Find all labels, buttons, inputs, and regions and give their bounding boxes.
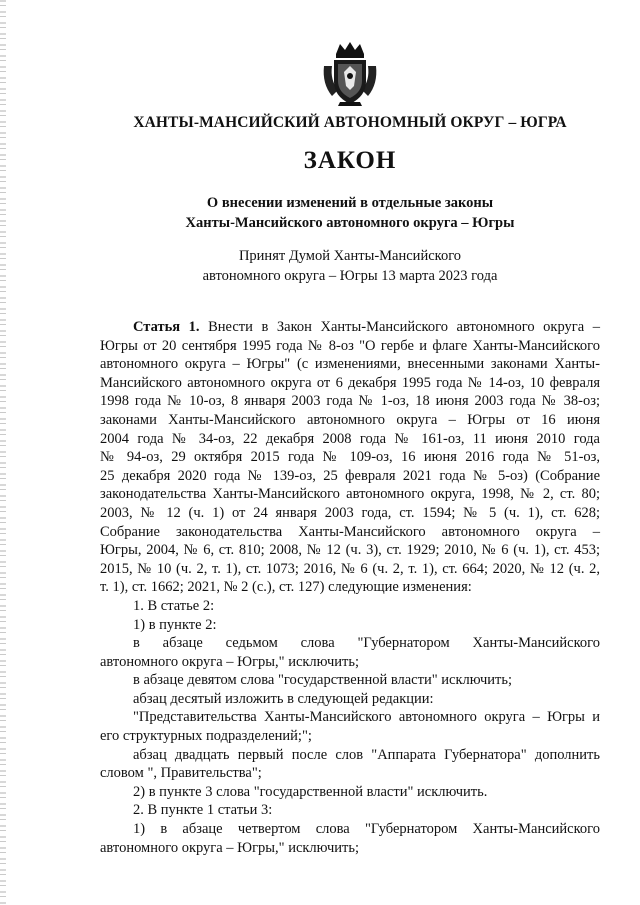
list-item: его структурных подразделений;"; <box>100 728 312 745</box>
article-1-line: 25 декабря 2020 года № 139-оз, 25 февраля 2021 года № 5-оз) (Собрание <box>100 467 600 484</box>
article-1-line: Статья 1. Внести в Закон Ханты-Мансийского автономного округа – <box>133 319 600 335</box>
list-item: 1. В статье 2: <box>133 597 215 614</box>
article-1-line: Мансийского автономного округа от 6 декабря 1995 года № 14-оз, 10 февраля <box>100 374 600 391</box>
article-1-line: 2003, № 12 (ч. 1) от 24 января 2003 года, ст. 1594; № 5 (ч. 1), ст. 628; <box>100 504 600 521</box>
coat-of-arms-icon <box>322 40 378 108</box>
article-1-line: 2015, № 10 (ч. 2, т. 1), ст. 1073; 2016, № 6 (ч. 2, т. 1), ст. 664; 2020, № 12 (ч. 2, <box>100 560 600 577</box>
law-subject <box>100 193 600 233</box>
article-1-line: № 94-оз, 29 октября 2015 года № 109-оз, 16 июня 2016 года № 51-оз, <box>100 449 600 466</box>
list-item: в абзаце девятом слова "государственной власти" исключить; <box>133 672 513 689</box>
article-1-line: 2004 года № 34-оз, 22 декабря 2008 года № 161-оз, 11 июня 2010 года <box>100 430 600 447</box>
list-item: автономного округа – Югры," исключить; <box>100 839 359 856</box>
list-item: словом ", Правительства"; <box>100 765 262 782</box>
list-item: в абзаце седьмом слова "Губернатором Ханты-Мансийского <box>133 635 600 652</box>
list-item: "Представительства Ханты-Мансийского автономного округа – Югры и <box>133 709 600 726</box>
document-type: ЗАКОН <box>303 147 397 174</box>
law-body <box>100 318 600 857</box>
list-item: абзац десятый изложить в следующей редакции: <box>133 690 434 707</box>
list-item: 1) в пункте 2: <box>133 616 217 633</box>
adoption-line: автономного округа – Югры 13 марта 2023 года <box>202 268 498 284</box>
article-1-line: законами Ханты-Мансийского автономного округа – Югры от 16 июня <box>100 411 600 428</box>
article-1-line: Собрание законодательства Ханты-Мансийского автономного округа – <box>100 523 600 540</box>
article-1-line: законодательства Ханты-Мансийского автономного округа, 1998, № 2, ст. 80; <box>100 486 600 503</box>
scan-edge <box>0 0 6 905</box>
adoption-note <box>100 246 600 286</box>
list-item: 2. В пункте 1 статьи 3: <box>133 802 273 819</box>
article-label: Статья 1. <box>133 319 200 335</box>
region-title: ХАНТЫ-МАНСИЙСКИЙ АВТОНОМНЫЙ ОКРУГ – ЮГРА <box>133 114 567 131</box>
article-1-line: автономного округа – Югры" (с изменениями, внесенными законами Ханты- <box>100 356 600 373</box>
article-1-line: т. 1), ст. 1662; 2021, № 2 (с.), ст. 127) следующие изменения: <box>100 579 472 596</box>
article-1-line: Югры, 2004, № 6, ст. 810; 2008, № 12 (ч. 3), ст. 1929; 2010, № 6 (ч. 1), ст. 453; <box>100 542 600 559</box>
law-subject-line: Ханты-Мансийского автономного округа – Югры <box>185 215 515 231</box>
article-1-line: 1998 года № 10-оз, 8 января 2003 года № 1-оз, 18 июня 2003 года № 38-оз; <box>100 393 600 410</box>
list-item: абзац двадцать первый после слов "Аппарата Губернатора" дополнить <box>133 746 600 763</box>
law-subject-line: О внесении изменений в отдельные законы <box>206 195 494 211</box>
list-item: 1) в абзаце четвертом слова "Губернатором Ханты-Мансийского <box>133 821 600 838</box>
article-1-line: Югры от 20 сентября 1995 года № 8-оз "О гербе и флаге Ханты-Мансийского <box>100 337 600 354</box>
adoption-line: Принят Думой Ханты-Мансийского <box>238 248 462 264</box>
list-item: 2) в пункте 3 слова "государственной власти" исключить. <box>133 783 488 800</box>
list-item: автономного округа – Югры," исключить; <box>100 653 359 670</box>
